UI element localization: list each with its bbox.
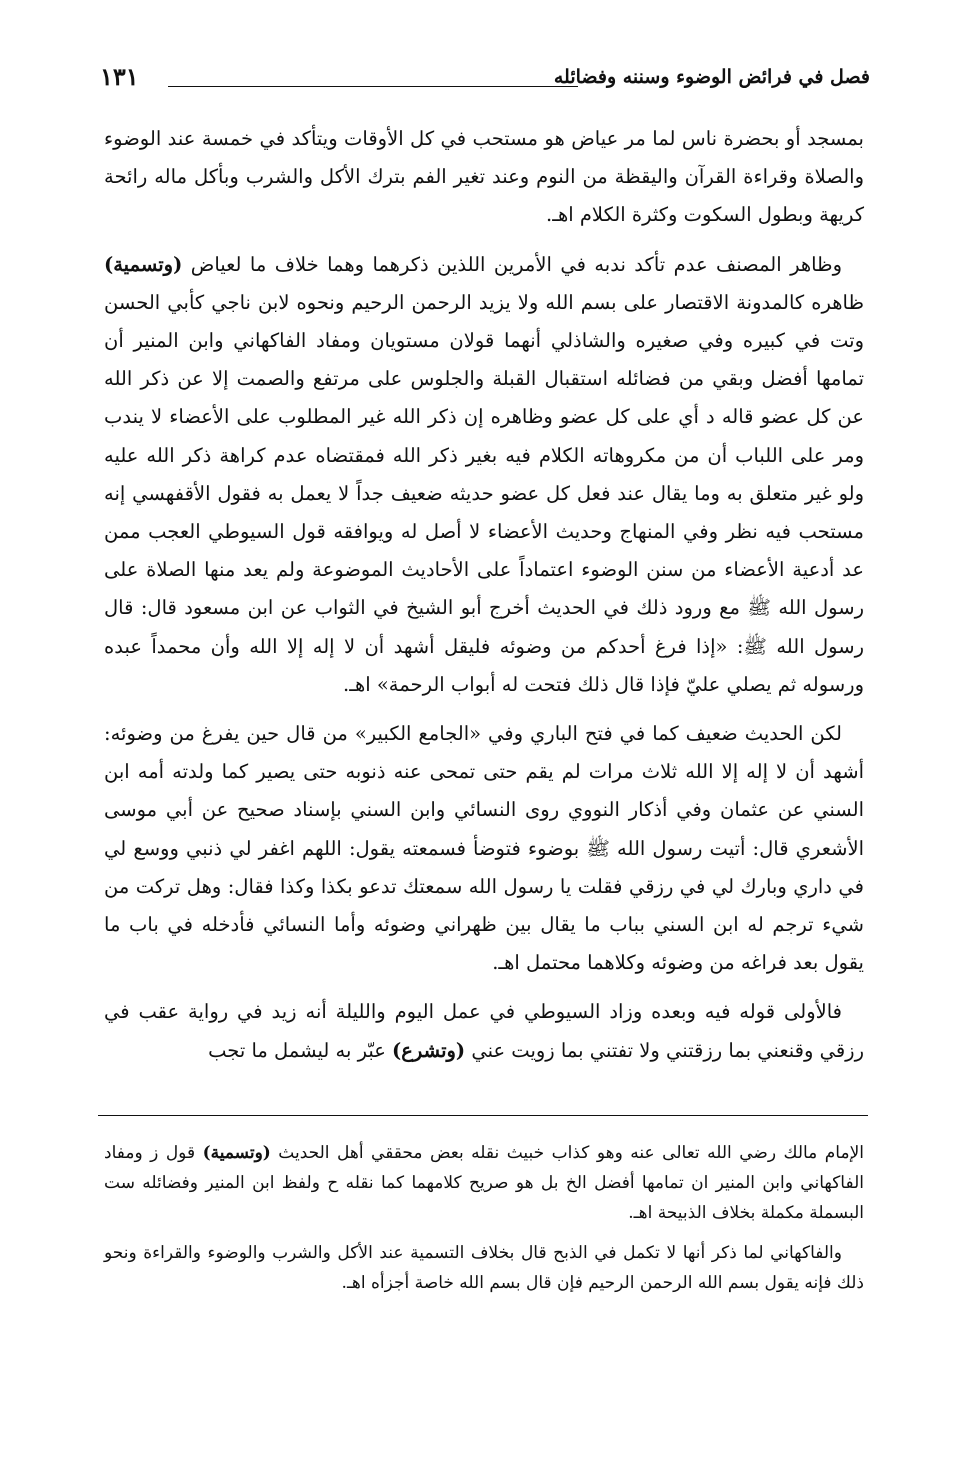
- paragraph-3: لكن الحديث ضعيف كما في فتح الباري وفي «الجامع الكبير» من قال حين يفرغ من وضوئه: أشهد أن لا إله إلا الله ثلاث مرات لم يقم حتى تمحى عنه ذنوبه حتى يصير كما ولدته أمه ابن السني عن عثمان وفي أذكار النووي روى النسائي وابن السني بإسناد صحيح عن أبي موسى الأشعري قال: أتيت رسول الله ﷺ بوضوء فتوضأ فسمعته يقول: اللهم اغفر لي ذنبي ووسع لي في داري وبارك لي في رزقي فقلت يا رسول الله سمعتك تدعو بكذا وكذا فقال: وهل تركت من شيء ترجم له ابن السني بباب ما يقال بين ظهراني وضوئه وأما النسائي فأدخله في باب ما يقول بعد فراغه من وضوئه وكلاهما محتمل اهـ.: [104, 722, 864, 975]
- paragraph-4-text-b: عبّر به ليشمل ما تجب: [208, 1038, 393, 1062]
- footnote-1-text-b: قول ز ومفاد الفاكهاني وابن المنير ان تمامها أفضل الخ بل هو صريح كلامهما كما نقله ح ولفظ ابن المنير وفضائله ست البسملة مكملة بخلاف الذبيحة اهـ.: [104, 1143, 864, 1223]
- footnote-2: والفاكهاني لما ذكر أنها لا تكمل في الذبح قال بخلاف التسمية عند الأكل والشرب والوضوء والقراءة ونحو ذلك فإنه يقول بسم الله الرحمن الرحيم فإن قال بسم الله خاصة أجزأه اهـ.: [104, 1243, 864, 1293]
- header-rule: [168, 86, 578, 87]
- paragraph-2: [104, 246, 864, 704]
- footnotes: [104, 1138, 864, 1308]
- main-text: [104, 120, 864, 1081]
- paragraph-4: [104, 993, 864, 1069]
- running-title: فصل في فرائض الوضوء وسننه وفضائله: [553, 66, 870, 88]
- heading-tushra: (وتشرع): [392, 1038, 466, 1062]
- paragraph-4-text-a: فالأولى قوله فيه وبعده وزاد السيوطي في عمل اليوم والليلة أنه زيد في رواية عقب في رزقي وقنعني بما رزقتني ولا تفتني بما زويت عني: [104, 1000, 864, 1062]
- footnote-separator: [98, 1115, 868, 1116]
- paragraph-2-text-a: وظاهر المصنف عدم تأكد ندبه في الأمرين اللذين ذكرهما وهما خلاف ما لعياض: [182, 252, 842, 276]
- paragraph-1: بمسجد أو بحضرة ناس لما مر عياض هو مستحب في كل الأوقات ويتأكد في خمسة عند الوضوء والصلاة وقراءة القرآن واليقظة من النوم وعند تغير الفم بترك الأكل والشرب وبأكل ماله رائحة كريهة وبطول السكوت وكثرة الكلام اهـ.: [104, 127, 864, 227]
- footnote-1-text-a: الإمام مالك رضي الله تعالى عنه وهو كذاب خبيث نقله بعض محققي أهل الحديث: [270, 1143, 864, 1163]
- page-header: [98, 62, 870, 102]
- heading-tasmiya: (وتسمية): [104, 252, 183, 276]
- paragraph-2-text-b: ظاهره كالمدونة الاقتصار على بسم الله ولا يزيد الرحمن الرحيم ونحوه لابن ناجي كأبي الحسن وتت في كبيره وفي صغيره والشاذلي أنهما قولان مستويان ومفاد الفاكهاني وابن المنير أن تمامها أفضل وبقي من فضائله استقبال القبلة والجلوس على مرتفع والصمت إلا عن ذكر الله عن كل عضو قاله د أي على كل عضو وظاهره إن ذكر الله غير المطلوب على الأعضاء لا يندب ومر على اللباب أن من مكروهاته الكلام فيه بغير ذكر الله فمقتضاه عدم كراهة ذكر الله عليه ولو غير متعلق به وما يقال عند فعل كل عضو حديثه ضعيف جداً لا يعمل به فقول الأقفهسي إنه مستحب فيه نظر وفي المنهاج وحديث الأعضاء لا أصل له ويوافقه قول السيوطي العجب ممن عد أدعية الأعضاء من سنن الوضوء اعتماداً على الأحاديث الموضوعة ولم يعد منها الصلاة على رسول الله ﷺ مع ورود ذلك في الحديث أخرج أبو الشيخ في الثواب عن ابن مسعود قال: قال رسول الله ﷺ: «إذا فرغ أحدكم من وضوئه فليقل أشهد أن لا إله إلا الله وأن محمداً عبده ورسوله ثم يصلي عليّ فإذا قال ذلك فتحت له أبواب الرحمة» اهـ.: [104, 290, 864, 696]
- page-number: ١٣١: [100, 62, 139, 91]
- footnote-heading-tasmiya: (وتسمية): [202, 1143, 271, 1163]
- footnote-1: [104, 1138, 864, 1228]
